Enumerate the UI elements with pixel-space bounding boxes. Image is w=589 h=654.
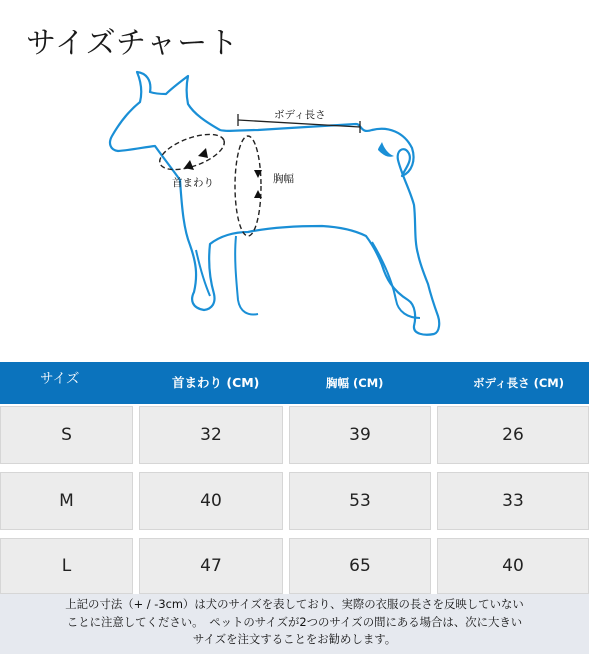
chest-label: 胸幅 [273, 173, 294, 185]
table-cell-chest: 39 [289, 406, 431, 464]
table-cell-chest: 53 [289, 472, 431, 530]
size-note-line: ことに注意してください。 ペットのサイズが2つのサイズの間にある場合は、次に大きい [66, 614, 523, 629]
table-cell-neck: 40 [139, 472, 283, 530]
table-cell-size: S [0, 406, 133, 464]
table-cell-size: M [0, 472, 133, 530]
header-neck: 首まわり (CM) [172, 375, 260, 390]
size-note-line: サイズを注文することをお勧めします。 [192, 632, 397, 646]
table-cell-body: 33 [437, 472, 589, 530]
table-cell-size: L [0, 538, 133, 594]
header-size: サイズ [40, 371, 80, 387]
table-cell-body: 40 [437, 538, 589, 594]
size-note [0, 594, 589, 654]
size-table-header [0, 362, 589, 404]
table-cell-body: 26 [437, 406, 589, 464]
header-chest: 胸幅 (CM) [326, 376, 384, 390]
size-note-line: 上記の寸法（+ / -3cm）は犬のサイズを表しており、実際の衣服の長さを反映していない [65, 597, 524, 611]
page-title: サイズチャート [26, 26, 240, 61]
body-length-label: ボディ長さ [274, 109, 326, 121]
table-cell-chest: 65 [289, 538, 431, 594]
dog-silhouette-diagram [0, 60, 589, 360]
table-cell-neck: 32 [139, 406, 283, 464]
neck-label: 首まわり [172, 177, 214, 189]
header-body-length: ボディ長さ (CM) [473, 376, 564, 390]
table-cell-neck: 47 [139, 538, 283, 594]
